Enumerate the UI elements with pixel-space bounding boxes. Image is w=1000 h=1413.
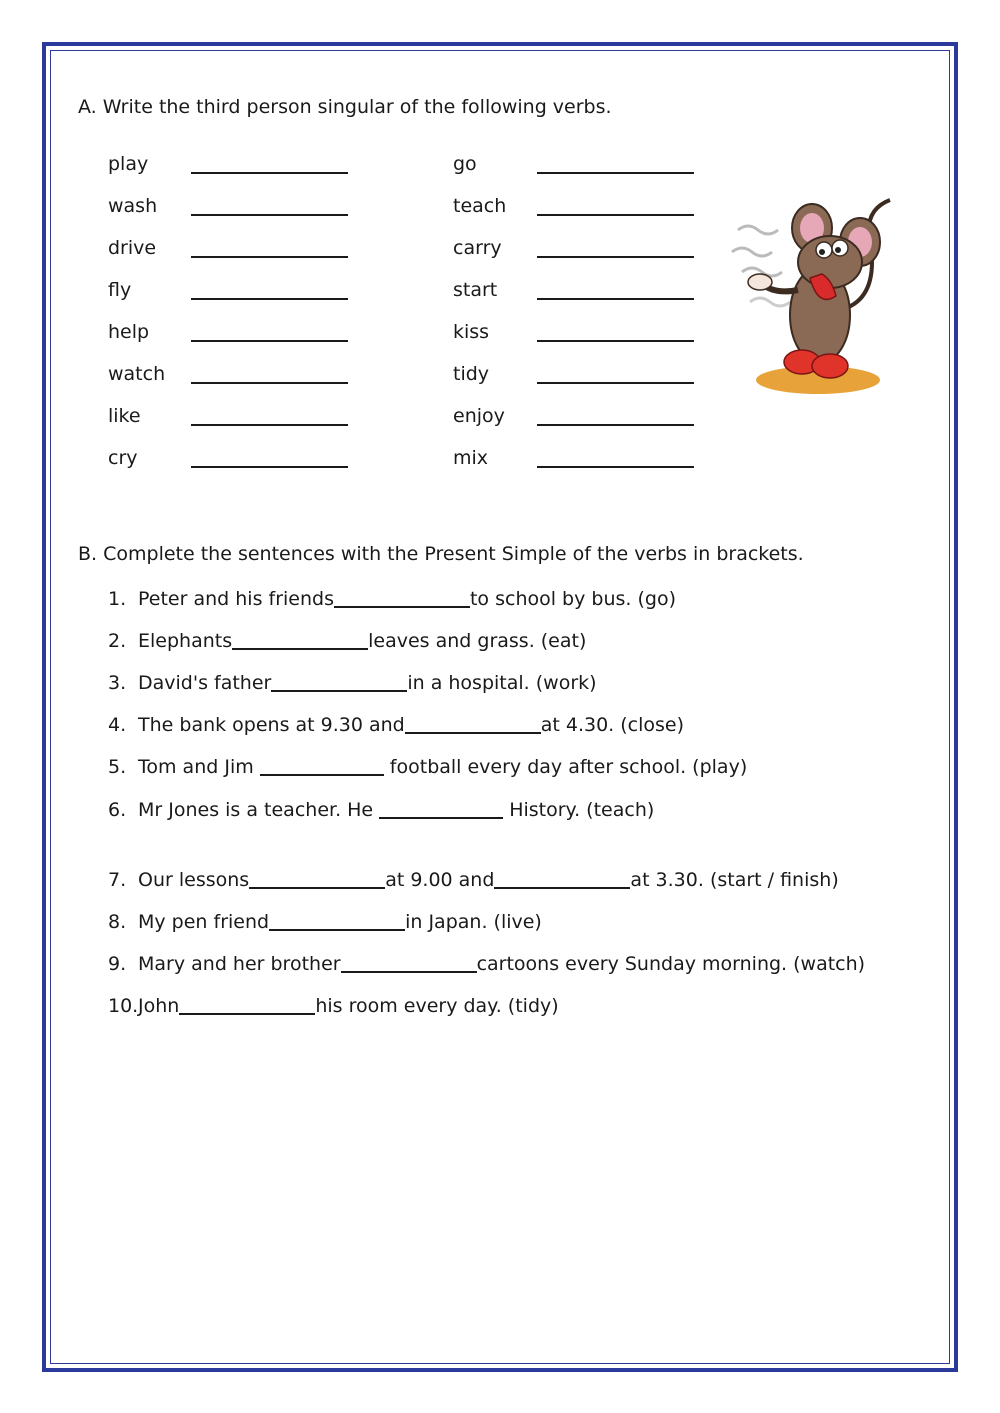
section-a-heading: A. Write the third person singular of the following verbs. [78, 96, 612, 118]
sentence-item [108, 583, 676, 611]
sentence-item [108, 751, 747, 779]
sentence-number: 2. [108, 630, 127, 652]
sentence-text-after: football every day after school. (play) [383, 756, 748, 778]
verb-word: teach [453, 195, 507, 217]
verb-word: go [453, 153, 477, 175]
sentence-text-after: to school by bus. (go) [469, 588, 676, 610]
answer-blank[interactable] [537, 256, 694, 258]
sentence-item [108, 794, 654, 822]
answer-blank[interactable] [405, 712, 541, 734]
answer-blank[interactable] [271, 670, 407, 692]
sentence-item [108, 667, 597, 695]
answer-blank[interactable] [249, 867, 385, 889]
verb-word: kiss [453, 321, 490, 343]
sentence-text-before: John [138, 995, 180, 1017]
sentence-text-after: leaves and grass. (eat) [368, 630, 587, 652]
answer-blank[interactable] [191, 424, 348, 426]
sentence-text-before: Our lessons [138, 869, 250, 891]
sentence-text-after: cartoons every Sunday morning. (watch) [476, 953, 866, 975]
answer-blank[interactable] [191, 298, 348, 300]
sentence-text-before: Tom and Jim [138, 756, 260, 778]
verb-word: start [453, 279, 498, 301]
sentence-number: 7. [108, 869, 127, 891]
sentence-text-before: Peter and his friends [138, 588, 334, 610]
sentence-text-after: in Japan. (live) [405, 911, 542, 933]
verb-word: play [108, 153, 149, 175]
answer-blank[interactable] [341, 951, 477, 973]
sentence-number: 8. [108, 911, 127, 933]
answer-blank[interactable] [191, 214, 348, 216]
section-b-heading: B. Complete the sentences with the Present Simple of the verbs in brackets. [78, 543, 804, 565]
sentence-text-before: David's father [138, 672, 272, 694]
sentence-number: 1. [108, 588, 127, 610]
answer-blank[interactable] [179, 993, 315, 1015]
answer-blank[interactable] [537, 214, 694, 216]
verb-word: fly [108, 279, 132, 301]
verb-word: carry [453, 237, 502, 259]
verb-word: like [108, 405, 141, 427]
sentence-text-before: Mr Jones is a teacher. He [138, 799, 380, 821]
answer-blank[interactable] [191, 172, 348, 174]
sentence-number: 10. [108, 995, 139, 1017]
answer-blank[interactable] [232, 628, 368, 650]
answer-blank[interactable] [191, 256, 348, 258]
sentence-text-before: Mary and her brother [138, 953, 341, 975]
cartoon-mouse-icon [720, 190, 910, 405]
sentence-text-after: at 3.30. (start / finish) [630, 869, 839, 891]
sentence-number: 9. [108, 953, 127, 975]
sentence-text-middle: at 9.00 and [385, 869, 495, 891]
sentence-text-before: My pen friend [138, 911, 270, 933]
sentence-text-after: at 4.30. (close) [540, 714, 685, 736]
answer-blank[interactable] [191, 382, 348, 384]
sentence-number: 6. [108, 799, 127, 821]
verb-word: cry [108, 447, 138, 469]
answer-blank[interactable] [191, 466, 348, 468]
sentence-item [108, 990, 559, 1018]
sentence-item [108, 948, 865, 976]
verb-word: enjoy [453, 405, 505, 427]
verb-word: mix [453, 447, 489, 469]
answer-blank[interactable] [191, 340, 348, 342]
sentence-text-after: his room every day. (tidy) [315, 995, 559, 1017]
verb-word: tidy [453, 363, 490, 385]
answer-blank[interactable] [537, 340, 694, 342]
verb-word: drive [108, 237, 157, 259]
sentence-number: 4. [108, 714, 127, 736]
sentence-text-after: in a hospital. (work) [407, 672, 597, 694]
sentence-item [108, 709, 684, 737]
sentence-item [108, 906, 542, 934]
answer-blank[interactable] [494, 867, 630, 889]
sentence-text-before: The bank opens at 9.30 and [138, 714, 405, 736]
sentence-text-before: Elephants [138, 630, 233, 652]
answer-blank[interactable] [269, 909, 405, 931]
verb-word: help [108, 321, 150, 343]
answer-blank[interactable] [537, 298, 694, 300]
sentence-item [108, 864, 839, 892]
answer-blank[interactable] [537, 424, 694, 426]
answer-blank[interactable] [537, 172, 694, 174]
sentence-number: 3. [108, 672, 127, 694]
verb-word: wash [108, 195, 158, 217]
answer-blank[interactable] [537, 466, 694, 468]
answer-blank[interactable] [334, 586, 470, 608]
sentence-text-after: History. (teach) [503, 799, 655, 821]
answer-blank[interactable] [260, 754, 384, 776]
answer-blank[interactable] [379, 797, 503, 819]
sentence-number: 5. [108, 756, 127, 778]
verb-word: watch [108, 363, 166, 385]
answer-blank[interactable] [537, 382, 694, 384]
sentence-item [108, 625, 586, 653]
